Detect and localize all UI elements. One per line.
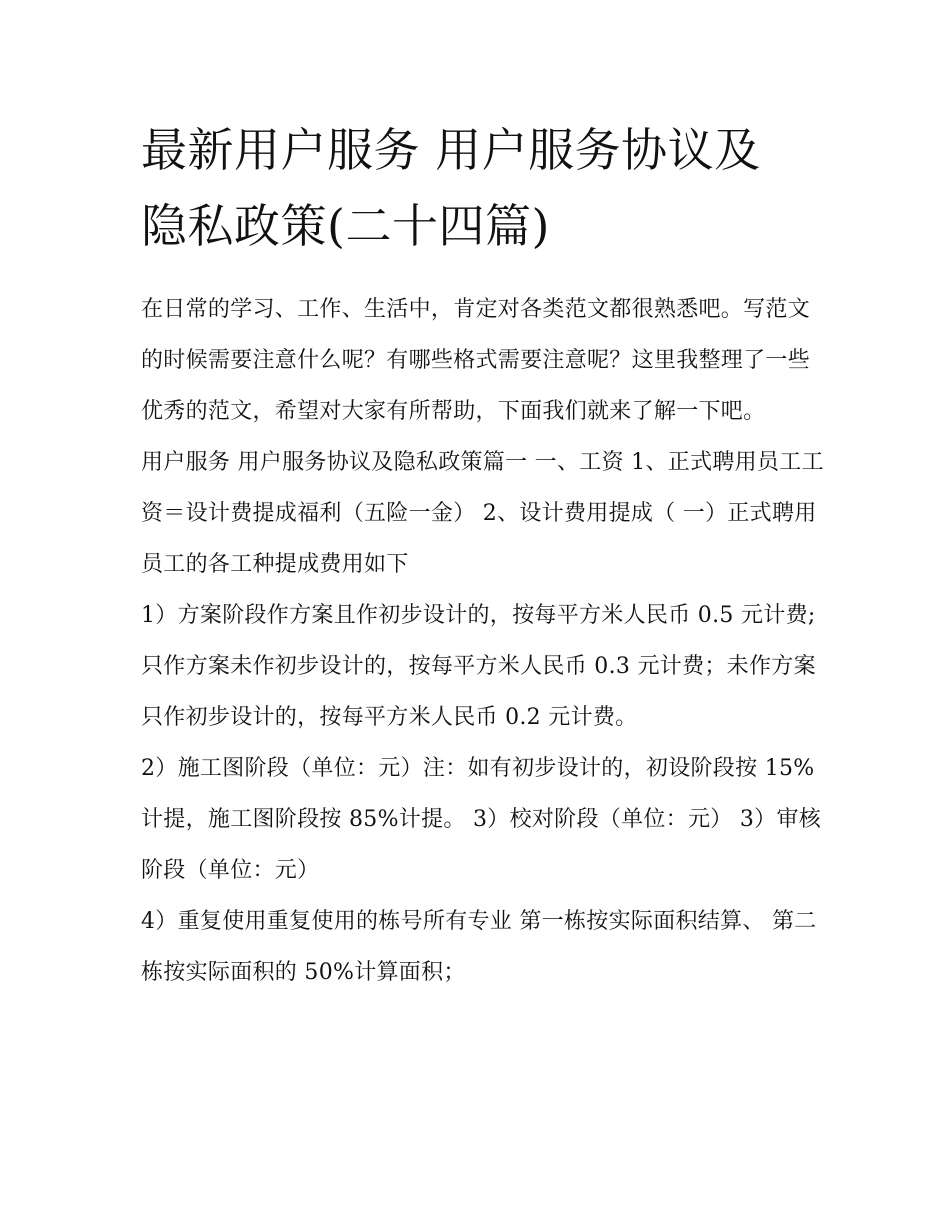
reuse-paragraph: 4）重复使用重复使用的栋号所有专业 第一栋按实际面积结算、 第二栋按实际面积的 50%计算面积；: [141, 909, 817, 985]
intro-paragraph: 在日常的学习、工作、生活中，肯定对各类范文都很熟悉吧。写范文的时候需要注意什么呢？有哪些格式需要注意呢？这里我整理了一些优秀的范文，希望对大家有所帮助，下面我们就来了解一下吧。: [141, 297, 811, 424]
title-line-1: 最新用户服务 用户服务协议及: [141, 123, 761, 177]
construction-stage-paragraph: 2）施工图阶段（单位：元）注：如有初步设计的，初设阶段按 15%计提，施工图阶段按 85%计提。 3）校对阶段（单位：元） 3）审核阶段（单位：元）: [141, 756, 822, 883]
section-one-paragraph: 用户服务 用户服务协议及隐私政策篇一 一、工资 1、正式聘用员工工资＝设计费提成福利（五险一金） 2、设计费用提成（ 一）正式聘用员工的各工种提成费用如下: [141, 450, 824, 577]
design-fee-paragraph: 1）方案阶段作方案且作初步设计的，按每平方米人民币 0.5 元计费;只作方案未作初步设计的，按每平方米人民币 0.3 元计费；未作方案只作初步设计的，按每平方米人民币 0.2 元计费。: [141, 603, 816, 730]
document-title: [141, 112, 832, 264]
title-line-2: 隐私政策(二十四篇): [141, 199, 550, 253]
